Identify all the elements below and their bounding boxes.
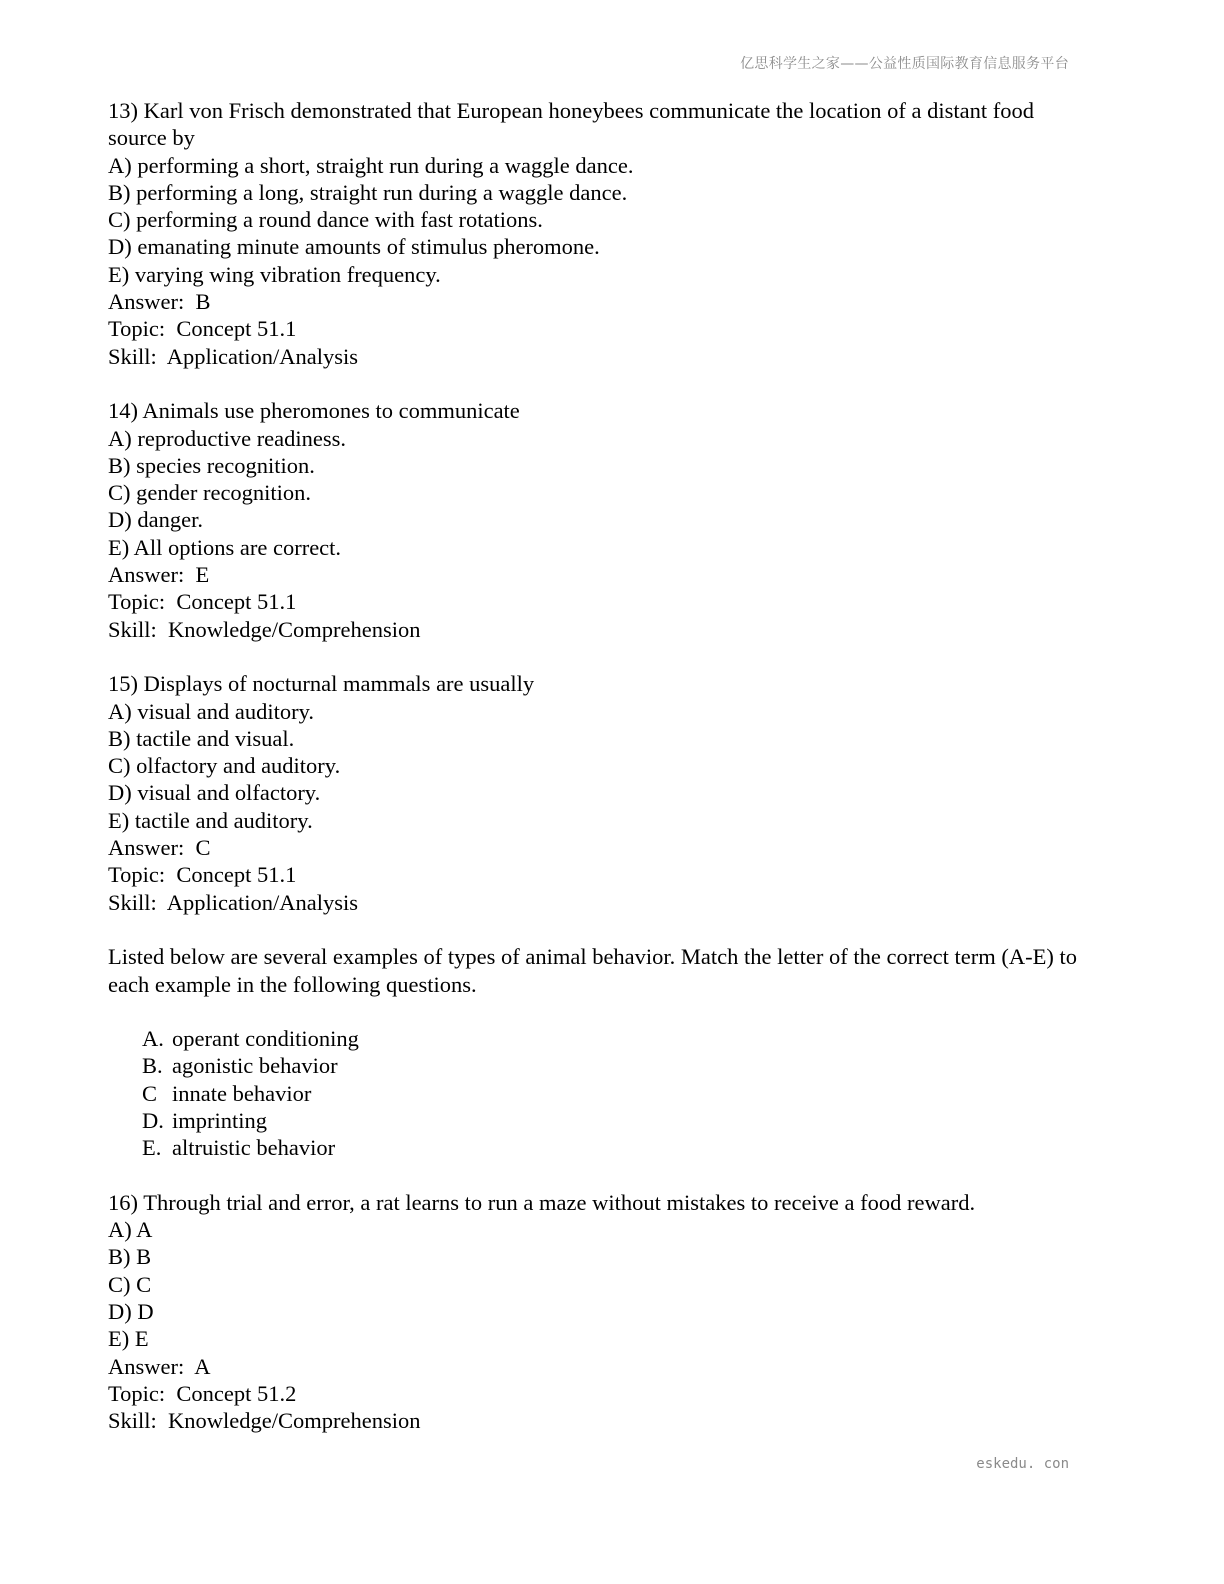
option-b: B) species recognition. xyxy=(108,452,315,478)
option-e: E) E xyxy=(108,1326,149,1352)
option-a: A) A xyxy=(108,1217,153,1243)
matching-instructions: Listed below are several examples of types of animal behavior. Match the letter of the correct term (A-E) to each example in the following questions. xyxy=(108,944,1077,997)
option-d: D) emanating minute amounts of stimulus pheromone. xyxy=(108,234,600,260)
question-stem: 14) Animals use pheromones to communicate xyxy=(108,398,520,424)
term-letter: E. xyxy=(142,1135,162,1161)
question-stem: 16) Through trial and error, a rat learns to run a maze without mistakes to receive a food reward. xyxy=(108,1189,976,1215)
term-letter: B. xyxy=(142,1053,163,1079)
term-text: operant conditioning xyxy=(172,1026,359,1052)
skill-line: Skill: Knowledge/Comprehension xyxy=(108,616,421,642)
option-d: D) danger. xyxy=(108,507,203,533)
page-header-text: 亿思科学生之家——公益性质国际教育信息服务平台 xyxy=(740,56,1069,72)
document-body xyxy=(108,97,1098,1435)
answer-line: Answer: C xyxy=(108,835,211,861)
term-text: altruistic behavior xyxy=(172,1135,336,1161)
term-letter: A. xyxy=(142,1026,164,1052)
answer-line: Answer: B xyxy=(108,289,211,315)
option-c: C) olfactory and auditory. xyxy=(108,753,341,779)
option-b: B) performing a long, straight run during a waggle dance. xyxy=(108,179,628,205)
topic-line: Topic: Concept 51.1 xyxy=(108,316,297,342)
answer-line: Answer: E xyxy=(108,562,210,588)
option-e: E) varying wing vibration frequency. xyxy=(108,261,441,287)
option-d: D) D xyxy=(108,1299,154,1325)
skill-line: Skill: Knowledge/Comprehension xyxy=(108,1408,421,1434)
term-text: imprinting xyxy=(172,1107,267,1133)
question-stem: 13) Karl von Frisch demonstrated that European honeybees communicate the location of a distant food source by xyxy=(108,98,1040,151)
matching-term-list xyxy=(108,1025,1098,1161)
option-c: C) C xyxy=(108,1271,152,1297)
skill-line: Skill: Application/Analysis xyxy=(108,889,359,915)
question-14 xyxy=(108,397,1098,643)
list-item xyxy=(142,1107,1098,1134)
term-text: innate behavior xyxy=(172,1080,312,1106)
question-stem: 15) Displays of nocturnal mammals are usually xyxy=(108,671,535,697)
topic-line: Topic: Concept 51.2 xyxy=(108,1380,297,1406)
list-item xyxy=(142,1080,1098,1107)
option-b: B) tactile and visual. xyxy=(108,725,295,751)
topic-line: Topic: Concept 51.1 xyxy=(108,589,297,615)
option-c: C) performing a round dance with fast rotations. xyxy=(108,207,543,233)
option-d: D) visual and olfactory. xyxy=(108,780,321,806)
topic-line: Topic: Concept 51.1 xyxy=(108,862,297,888)
term-text: agonistic behavior xyxy=(172,1053,338,1079)
option-b: B) B xyxy=(108,1244,152,1270)
option-a: A) performing a short, straight run during a waggle dance. xyxy=(108,152,634,178)
option-e: E) All options are correct. xyxy=(108,534,342,560)
list-item xyxy=(142,1134,1098,1161)
option-e: E) tactile and auditory. xyxy=(108,807,313,833)
term-letter: C xyxy=(142,1080,158,1106)
page-footer-text: eskedu. con xyxy=(976,1456,1069,1472)
question-16 xyxy=(108,1189,1098,1435)
list-item xyxy=(142,1052,1098,1079)
list-item xyxy=(142,1025,1098,1052)
question-13 xyxy=(108,97,1098,370)
question-15 xyxy=(108,670,1098,916)
option-a: A) reproductive readiness. xyxy=(108,425,347,451)
term-letter: D. xyxy=(142,1107,164,1133)
option-a: A) visual and auditory. xyxy=(108,698,314,724)
answer-line: Answer: A xyxy=(108,1353,211,1379)
skill-line: Skill: Application/Analysis xyxy=(108,343,359,369)
option-c: C) gender recognition. xyxy=(108,480,312,506)
